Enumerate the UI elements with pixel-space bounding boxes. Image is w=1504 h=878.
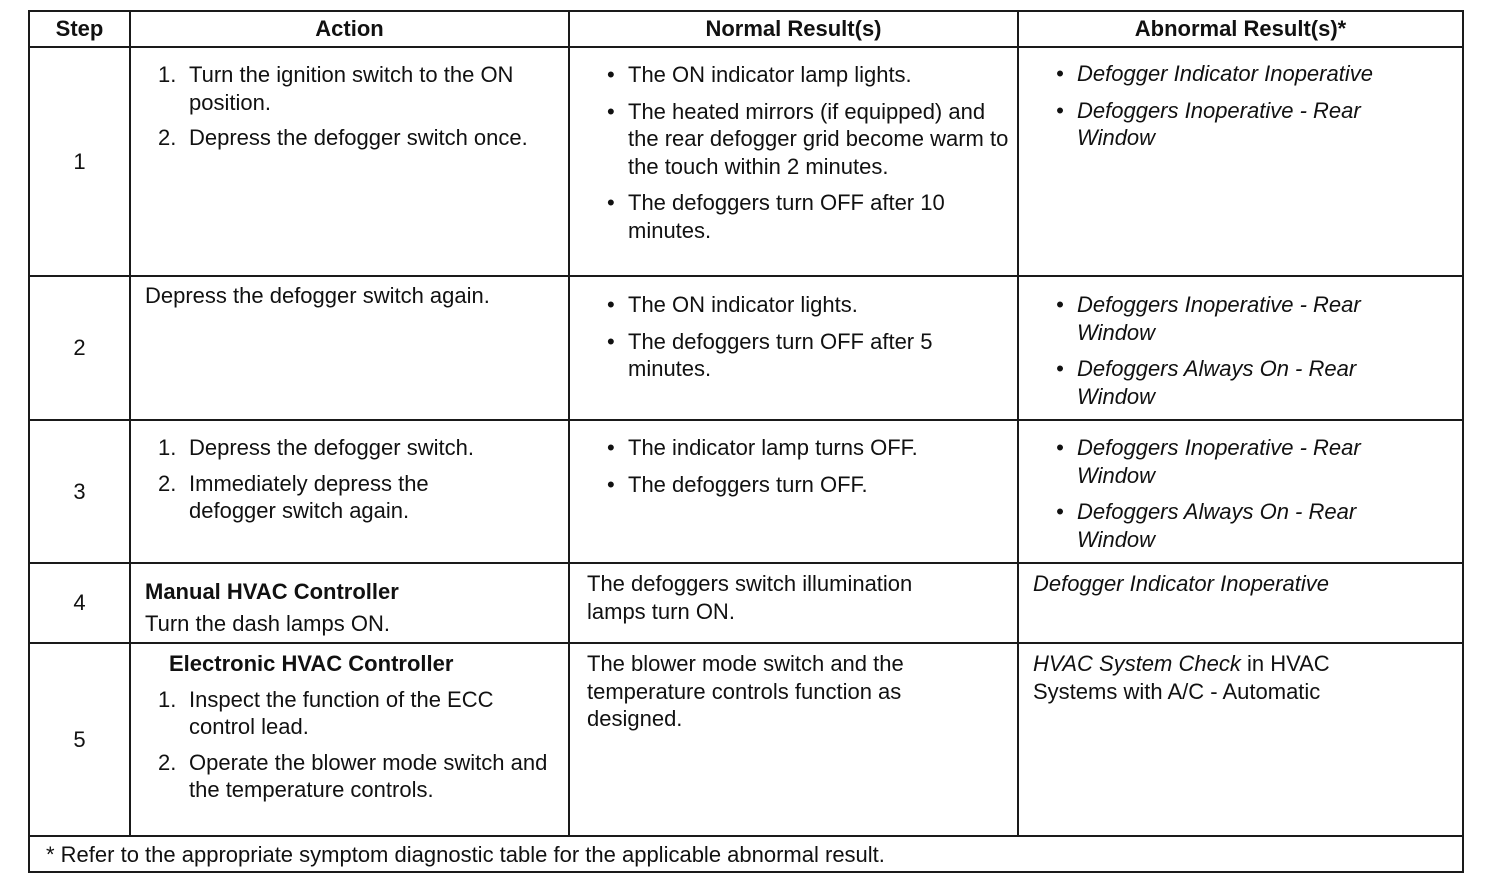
number-marker: 1. [158, 435, 177, 460]
list-item: 1. Inspect the function of the ECC control lead. [158, 686, 494, 739]
list-item: • The defoggers turn OFF after 5 minutes. [607, 328, 933, 381]
abnormal-cell [1018, 563, 1463, 643]
action-cell [130, 563, 569, 643]
footnote-row [29, 836, 1463, 872]
footnote: * Refer to the appropriate symptom diagnostic table for the applicable abnormal result. [29, 836, 1463, 872]
table-row [29, 47, 1463, 276]
bullet-marker: • [1056, 97, 1064, 123]
step-number: 1 [29, 47, 130, 276]
header-step: Step [29, 11, 130, 47]
table-row [29, 276, 1463, 420]
normal-cell [569, 643, 1018, 836]
list-item: 2. Depress the defogger switch once. [158, 125, 528, 150]
bullet-marker: • [607, 98, 615, 124]
header-action: Action [130, 11, 569, 47]
list-item: 2. Immediately depress the defogger switch again. [158, 470, 429, 523]
normal-cell [569, 47, 1018, 276]
action-heading: Electronic HVAC Controller [169, 651, 454, 676]
diagnostic-table-document [28, 10, 1464, 873]
list-item: • Defoggers Inoperative - Rear Window [1056, 292, 1361, 345]
number-marker: 1. [158, 62, 177, 87]
bullet-marker: • [1056, 435, 1064, 460]
list-item: • The defoggers turn OFF after 10 minutes. [607, 190, 945, 243]
bullet-marker: • [1056, 356, 1064, 381]
bullet-marker: • [1056, 499, 1064, 524]
list-item: • Defogger Indicator Inoperative [1056, 61, 1373, 86]
number-marker: 2. [158, 125, 177, 150]
list-item: • The ON indicator lights. [607, 292, 858, 317]
normal-text: The blower mode switch and the temperature controls function as designed. [587, 651, 904, 731]
list-item: • Defoggers Inoperative - Rear Window [1056, 97, 1361, 150]
number-marker: 1. [158, 686, 177, 712]
table-row [29, 643, 1463, 836]
abnormal-text: Defogger Indicator Inoperative [1033, 571, 1329, 596]
abnormal-rest-text: in HVAC Systems with A/C - Automatic [1033, 651, 1330, 704]
step-number: 4 [29, 563, 130, 643]
list-item: • The defoggers turn OFF. [607, 471, 868, 497]
action-cell [130, 643, 569, 836]
normal-cell [569, 276, 1018, 420]
normal-cell [569, 563, 1018, 643]
list-item: • Defoggers Always On - Rear Window [1056, 499, 1357, 552]
action-text: Depress the defogger switch again. [145, 283, 490, 308]
abnormal-cell [1018, 643, 1463, 836]
number-marker: 2. [158, 749, 177, 775]
bullet-marker: • [1056, 61, 1064, 86]
normal-cell [569, 420, 1018, 563]
header-abnormal: Abnormal Result(s)* [1018, 11, 1463, 47]
bullet-marker: • [607, 190, 615, 215]
bullet-marker: • [607, 435, 615, 460]
table-row [29, 563, 1463, 643]
list-item: • Defoggers Always On - Rear Window [1056, 356, 1357, 409]
action-cell [130, 420, 569, 563]
action-heading: Manual HVAC Controller [145, 579, 399, 604]
normal-text: The defoggers switch illumination lamps turn ON. [587, 571, 913, 624]
action-cell [130, 276, 569, 420]
abnormal-link-text: HVAC System Check [1033, 651, 1241, 676]
step-number: 3 [29, 420, 130, 563]
bullet-marker: • [607, 328, 615, 354]
action-cell [130, 47, 569, 276]
header-normal: Normal Result(s) [569, 11, 1018, 47]
bullet-marker: • [607, 471, 615, 497]
abnormal-cell [1018, 47, 1463, 276]
list-item: • The heated mirrors (if equipped) and the rear defogger grid become warm to the touch within 2 minutes. [607, 98, 1009, 179]
abnormal-cell [1018, 420, 1463, 563]
header-row [29, 11, 1463, 47]
step-number: 5 [29, 643, 130, 836]
abnormal-text [1019, 650, 1462, 705]
number-marker: 2. [158, 470, 177, 496]
action-text: Turn the dash lamps ON. [145, 610, 390, 636]
list-item: • Defoggers Inoperative - Rear Window [1056, 435, 1361, 488]
list-item: 2. Operate the blower mode switch and the temperature controls. [158, 749, 548, 802]
list-item: 1. Turn the ignition switch to the ON position. [158, 62, 514, 115]
table-row [29, 420, 1463, 563]
bullet-marker: • [1056, 292, 1064, 317]
bullet-marker: • [607, 62, 615, 87]
list-item: • The ON indicator lamp lights. [607, 62, 912, 87]
list-item: 1. Depress the defogger switch. [158, 435, 474, 460]
abnormal-cell [1018, 276, 1463, 420]
diagnostic-table [28, 10, 1464, 873]
step-number: 2 [29, 276, 130, 420]
bullet-marker: • [607, 292, 615, 317]
list-item: • The indicator lamp turns OFF. [607, 435, 918, 460]
